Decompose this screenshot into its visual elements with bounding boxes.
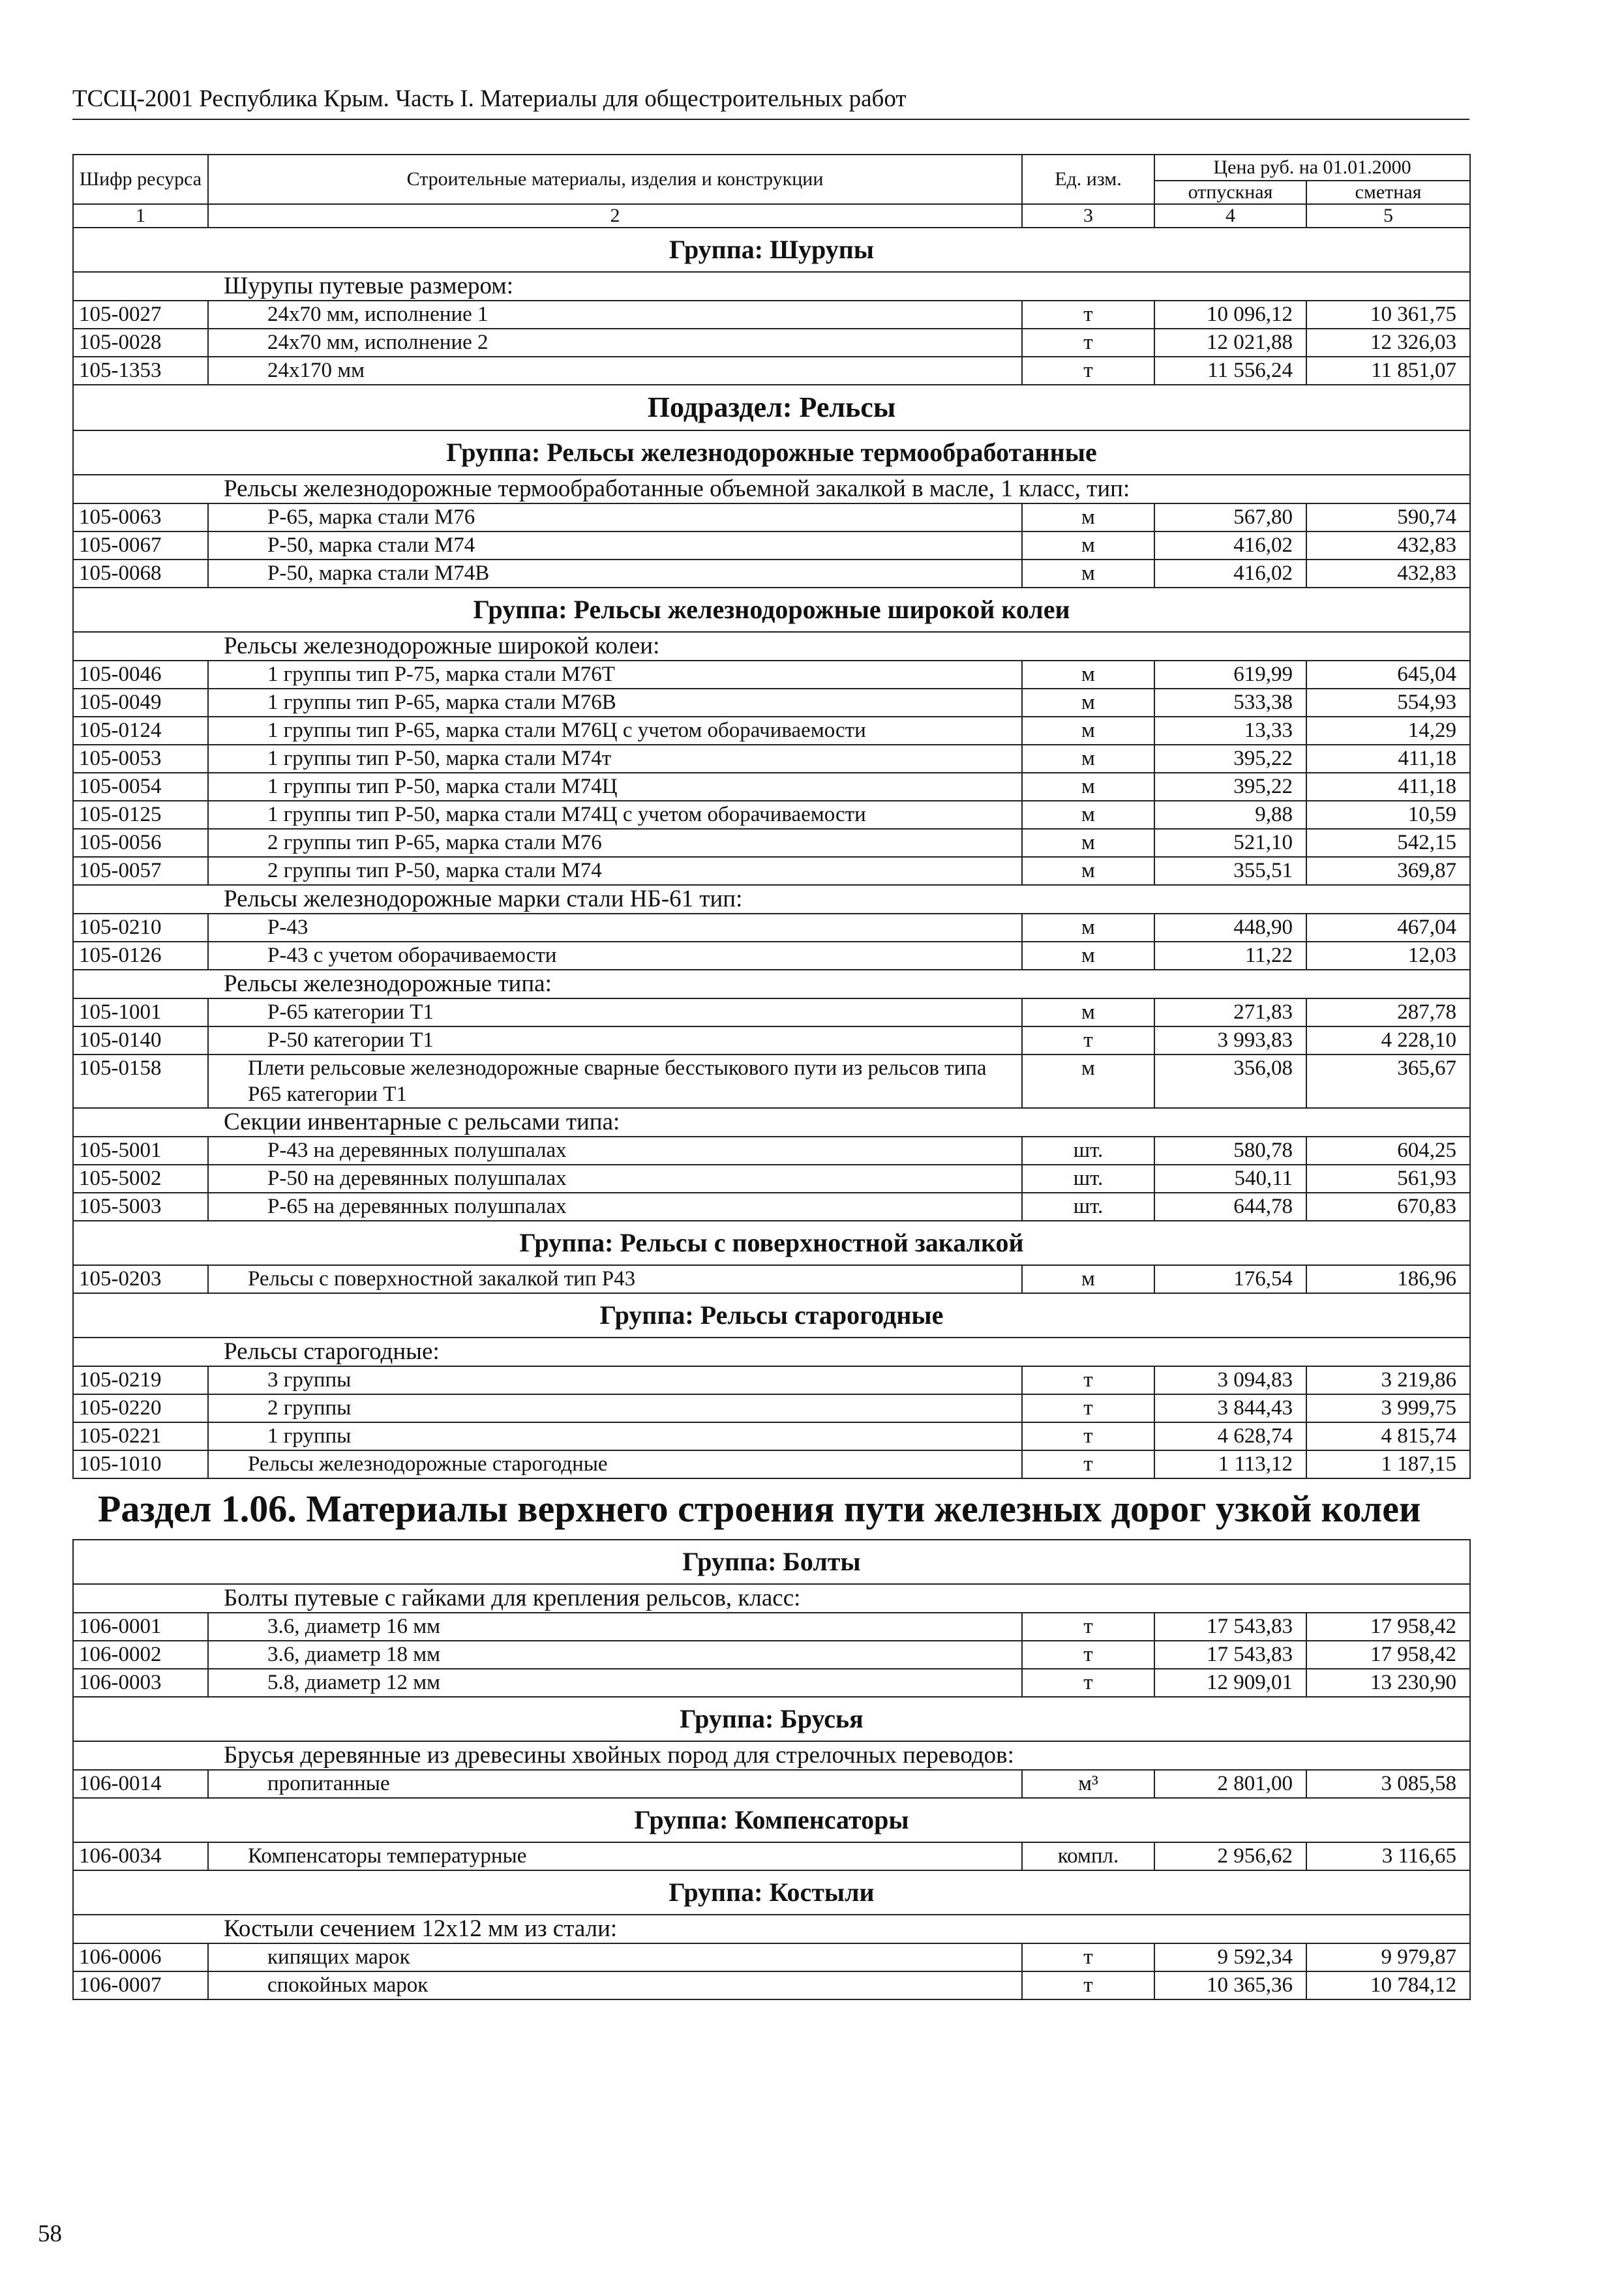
material-name: Р-50 на деревянных полушпалах: [208, 1165, 1022, 1193]
material-name: 24х70 мм, исполнение 2: [208, 329, 1022, 357]
estimate-price: 411,18: [1306, 773, 1470, 801]
material-name: Компенсаторы температурные: [208, 1842, 1022, 1870]
release-price: 3 993,83: [1154, 1026, 1306, 1055]
table-row: [73, 801, 1470, 829]
subgroup-heading-row: [73, 1915, 1470, 1943]
column-number: 4: [1154, 204, 1306, 228]
release-price: 13,33: [1154, 717, 1306, 745]
table-row: [73, 1943, 1470, 1971]
table-row: [73, 301, 1470, 329]
table-row: [73, 1971, 1470, 1999]
column-header-release: отпускная: [1154, 181, 1306, 204]
release-price: 3 094,83: [1154, 1366, 1306, 1394]
release-price: 521,10: [1154, 829, 1306, 857]
resource-code: 106-0003: [73, 1669, 208, 1697]
resource-code: 105-0203: [73, 1265, 208, 1293]
table-row: [73, 1394, 1470, 1422]
material-name: 2 группы тип Р-50, марка стали М74: [208, 857, 1022, 885]
table-row: [73, 1770, 1470, 1798]
material-name: 3.6, диаметр 18 мм: [208, 1641, 1022, 1669]
group-heading-row: [73, 1798, 1470, 1842]
table-row: [73, 1055, 1470, 1108]
release-price: 416,02: [1154, 560, 1306, 588]
unit-cell: м³: [1022, 1770, 1154, 1798]
group-heading-row: [73, 430, 1470, 475]
table-row: [73, 1613, 1470, 1641]
material-name: пропитанные: [208, 1770, 1022, 1798]
release-price: 1 113,12: [1154, 1450, 1306, 1478]
estimate-price: 369,87: [1306, 857, 1470, 885]
release-price: 540,11: [1154, 1165, 1306, 1193]
group-heading-row: [73, 228, 1470, 272]
subgroup-heading: Шурупы путевые размером:: [73, 272, 1470, 301]
unit-cell: м: [1022, 560, 1154, 588]
group-heading-row: [73, 1293, 1470, 1338]
resource-code: 105-0068: [73, 560, 208, 588]
resource-code: 105-0219: [73, 1366, 208, 1394]
group-heading: Группа: Брусья: [73, 1697, 1470, 1741]
resource-code: 105-1010: [73, 1450, 208, 1478]
material-name: Р-43: [208, 914, 1022, 942]
material-name: Р-43 на деревянных полушпалах: [208, 1137, 1022, 1165]
estimate-price: 17 958,42: [1306, 1613, 1470, 1641]
unit-cell: шт.: [1022, 1193, 1154, 1221]
estimate-price: 13 230,90: [1306, 1669, 1470, 1697]
material-name: Р-50 категории Т1: [208, 1026, 1022, 1055]
release-price: 416,02: [1154, 531, 1306, 560]
material-name: 1 группы тип Р-50, марка стали М74Ц: [208, 773, 1022, 801]
column-number: 1: [73, 204, 208, 228]
resource-code: 105-5001: [73, 1137, 208, 1165]
release-price: 2 956,62: [1154, 1842, 1306, 1870]
material-name: спокойных марок: [208, 1971, 1022, 1999]
release-price: 9,88: [1154, 801, 1306, 829]
unit-cell: м: [1022, 689, 1154, 717]
unit-cell: м: [1022, 1265, 1154, 1293]
unit-cell: м: [1022, 745, 1154, 773]
resource-code: 105-0158: [73, 1055, 208, 1108]
unit-cell: м: [1022, 717, 1154, 745]
resource-code: 105-0140: [73, 1026, 208, 1055]
group-heading-row: [73, 1221, 1470, 1265]
release-price: 533,38: [1154, 689, 1306, 717]
material-name: 1 группы тип Р-75, марка стали М76Т: [208, 661, 1022, 689]
resource-code: 105-0054: [73, 773, 208, 801]
estimate-price: 604,25: [1306, 1137, 1470, 1165]
table-row: [73, 357, 1470, 385]
estimate-price: 432,83: [1306, 560, 1470, 588]
estimate-price: 10 784,12: [1306, 1971, 1470, 1999]
resource-code: 105-0046: [73, 661, 208, 689]
material-name: 1 группы тип Р-65, марка стали М76Ц с учетом оборачиваемости: [208, 717, 1022, 745]
table-row: [73, 503, 1470, 531]
table-row: [73, 1193, 1470, 1221]
material-name: 24х70 мм, исполнение 1: [208, 301, 1022, 329]
estimate-price: 554,93: [1306, 689, 1470, 717]
material-name: Плети рельсовые железнодорожные сварные бесстыкового пути из рельсов типа Р65 категории Т1: [208, 1055, 1022, 1108]
group-heading: Группа: Шурупы: [73, 228, 1470, 272]
group-heading-row: [73, 1870, 1470, 1915]
group-heading: Группа: Рельсы железнодорожные широкой колеи: [73, 588, 1470, 632]
material-name: 1 группы тип Р-65, марка стали М76В: [208, 689, 1022, 717]
group-heading: Группа: Костыли: [73, 1870, 1470, 1915]
subgroup-heading-row: [73, 272, 1470, 301]
subgroup-heading-row: [73, 1741, 1470, 1770]
table-row: [73, 689, 1470, 717]
table-header-row: [73, 155, 1470, 181]
table-row: [73, 1422, 1470, 1450]
estimate-price: 4 815,74: [1306, 1422, 1470, 1450]
unit-cell: м: [1022, 914, 1154, 942]
subgroup-heading: Рельсы старогодные:: [73, 1338, 1470, 1366]
price-table: [72, 154, 1471, 2000]
unit-cell: м: [1022, 829, 1154, 857]
material-name: 3.6, диаметр 16 мм: [208, 1613, 1022, 1641]
unit-cell: шт.: [1022, 1137, 1154, 1165]
estimate-price: 17 958,42: [1306, 1641, 1470, 1669]
resource-code: 105-1353: [73, 357, 208, 385]
unit-cell: т: [1022, 1669, 1154, 1697]
subgroup-heading: Рельсы железнодорожные типа:: [73, 970, 1470, 998]
unit-cell: т: [1022, 329, 1154, 357]
subgroup-heading-row: [73, 1338, 1470, 1366]
group-heading-row: [73, 1697, 1470, 1741]
section-heading: Раздел 1.06. Материалы верхнего строения пути железных дорог узкой колеи: [73, 1478, 1470, 1540]
material-name: Р-65 на деревянных полушпалах: [208, 1193, 1022, 1221]
table-row: [73, 829, 1470, 857]
resource-code: 105-0027: [73, 301, 208, 329]
resource-code: 106-0006: [73, 1943, 208, 1971]
release-price: 12 909,01: [1154, 1669, 1306, 1697]
unit-cell: т: [1022, 1613, 1154, 1641]
table-row: [73, 717, 1470, 745]
release-price: 9 592,34: [1154, 1943, 1306, 1971]
release-price: 271,83: [1154, 998, 1306, 1026]
material-name: 1 группы: [208, 1422, 1022, 1450]
unit-cell: шт.: [1022, 1165, 1154, 1193]
resource-code: 106-0007: [73, 1971, 208, 1999]
resource-code: 105-0124: [73, 717, 208, 745]
estimate-price: 1 187,15: [1306, 1450, 1470, 1478]
release-price: 4 628,74: [1154, 1422, 1306, 1450]
group-heading: Группа: Рельсы железнодорожные термообработанные: [73, 430, 1470, 475]
column-number: 3: [1022, 204, 1154, 228]
resource-code: 105-0063: [73, 503, 208, 531]
estimate-price: 590,74: [1306, 503, 1470, 531]
unit-cell: м: [1022, 857, 1154, 885]
table-row: [73, 1265, 1470, 1293]
subsection-heading-row: [73, 385, 1470, 430]
group-heading: Группа: Болты: [73, 1540, 1470, 1584]
resource-code: 105-0056: [73, 829, 208, 857]
subgroup-heading: Секции инвентарные с рельсами типа:: [73, 1108, 1470, 1137]
page-number: 58: [38, 2221, 62, 2247]
unit-cell: т: [1022, 1971, 1154, 1999]
resource-code: 105-5003: [73, 1193, 208, 1221]
estimate-price: 670,83: [1306, 1193, 1470, 1221]
material-name: Р-50, марка стали М74: [208, 531, 1022, 560]
material-name: 1 группы тип Р-50, марка стали М74Ц с учетом оборачиваемости: [208, 801, 1022, 829]
column-header-unit: Ед. изм.: [1022, 155, 1154, 204]
resource-code: 106-0034: [73, 1842, 208, 1870]
resource-code: 105-0053: [73, 745, 208, 773]
subgroup-heading: Рельсы железнодорожные широкой колеи:: [73, 632, 1470, 661]
resource-code: 105-0049: [73, 689, 208, 717]
release-price: 644,78: [1154, 1193, 1306, 1221]
estimate-price: 14,29: [1306, 717, 1470, 745]
material-name: 2 группы: [208, 1394, 1022, 1422]
release-price: 395,22: [1154, 745, 1306, 773]
unit-cell: м: [1022, 531, 1154, 560]
table-row: [73, 329, 1470, 357]
table-row: [73, 1669, 1470, 1697]
resource-code: 105-0126: [73, 942, 208, 970]
resource-code: 106-0001: [73, 1613, 208, 1641]
table-row: [73, 998, 1470, 1026]
resource-code: 106-0002: [73, 1641, 208, 1669]
material-name: Р-65 категории Т1: [208, 998, 1022, 1026]
column-number: 5: [1306, 204, 1470, 228]
release-price: 356,08: [1154, 1055, 1306, 1108]
estimate-price: 3 999,75: [1306, 1394, 1470, 1422]
release-price: 2 801,00: [1154, 1770, 1306, 1798]
unit-cell: м: [1022, 998, 1154, 1026]
table-row: [73, 531, 1470, 560]
estimate-price: 12 326,03: [1306, 329, 1470, 357]
subgroup-heading: Костыли сечением 12х12 мм из стали:: [73, 1915, 1470, 1943]
release-price: 448,90: [1154, 914, 1306, 942]
subgroup-heading-row: [73, 632, 1470, 661]
estimate-price: 467,04: [1306, 914, 1470, 942]
subgroup-heading: Болты путевые с гайками для крепления рельсов, класс:: [73, 1584, 1470, 1613]
estimate-price: 287,78: [1306, 998, 1470, 1026]
unit-cell: т: [1022, 1641, 1154, 1669]
release-price: 619,99: [1154, 661, 1306, 689]
material-name: кипящих марок: [208, 1943, 1022, 1971]
estimate-price: 3 219,86: [1306, 1366, 1470, 1394]
unit-cell: т: [1022, 1450, 1154, 1478]
material-name: 24х170 мм: [208, 357, 1022, 385]
group-heading-row: [73, 588, 1470, 632]
release-price: 12 021,88: [1154, 329, 1306, 357]
subgroup-heading-row: [73, 970, 1470, 998]
material-name: 3 группы: [208, 1366, 1022, 1394]
page-header: ТССЦ-2001 Республика Крым. Часть I. Материалы для общестроительных работ: [72, 85, 1469, 120]
release-price: 11 556,24: [1154, 357, 1306, 385]
resource-code: 106-0014: [73, 1770, 208, 1798]
resource-code: 105-0220: [73, 1394, 208, 1422]
subgroup-heading-row: [73, 1108, 1470, 1137]
column-number-row: [73, 204, 1470, 228]
subsection-heading: Подраздел: Рельсы: [73, 385, 1470, 430]
column-header-code: Шифр ресурса: [73, 155, 208, 204]
column-header-estimate: сметная: [1306, 181, 1470, 204]
subgroup-heading-row: [73, 885, 1470, 914]
material-name: 1 группы тип Р-50, марка стали М74т: [208, 745, 1022, 773]
table-row: [73, 1165, 1470, 1193]
estimate-price: 4 228,10: [1306, 1026, 1470, 1055]
unit-cell: т: [1022, 1943, 1154, 1971]
release-price: 10 096,12: [1154, 301, 1306, 329]
subgroup-heading-row: [73, 1584, 1470, 1613]
release-price: 10 365,36: [1154, 1971, 1306, 1999]
table-row: [73, 857, 1470, 885]
estimate-price: 3 116,65: [1306, 1842, 1470, 1870]
unit-cell: т: [1022, 301, 1154, 329]
column-number: 2: [208, 204, 1022, 228]
resource-code: 105-1001: [73, 998, 208, 1026]
table-row: [73, 1450, 1470, 1478]
estimate-price: 186,96: [1306, 1265, 1470, 1293]
estimate-price: 9 979,87: [1306, 1943, 1470, 1971]
unit-cell: т: [1022, 1366, 1154, 1394]
estimate-price: 10,59: [1306, 801, 1470, 829]
table-row: [73, 1366, 1470, 1394]
table-row: [73, 1026, 1470, 1055]
resource-code: 105-0057: [73, 857, 208, 885]
release-price: 3 844,43: [1154, 1394, 1306, 1422]
resource-code: 105-0125: [73, 801, 208, 829]
estimate-price: 11 851,07: [1306, 357, 1470, 385]
column-header-name: Строительные материалы, изделия и конструкции: [208, 155, 1022, 204]
unit-cell: компл.: [1022, 1842, 1154, 1870]
estimate-price: 542,15: [1306, 829, 1470, 857]
material-name: Р-43 с учетом оборачиваемости: [208, 942, 1022, 970]
resource-code: 105-0028: [73, 329, 208, 357]
resource-code: 105-0221: [73, 1422, 208, 1450]
release-price: 176,54: [1154, 1265, 1306, 1293]
table-row: [73, 1641, 1470, 1669]
release-price: 355,51: [1154, 857, 1306, 885]
estimate-price: 365,67: [1306, 1055, 1470, 1108]
unit-cell: м: [1022, 503, 1154, 531]
unit-cell: т: [1022, 357, 1154, 385]
section-heading-row: [73, 1478, 1470, 1540]
unit-cell: м: [1022, 801, 1154, 829]
group-heading: Группа: Рельсы с поверхностной закалкой: [73, 1221, 1470, 1265]
estimate-price: 10 361,75: [1306, 301, 1470, 329]
table-row: [73, 745, 1470, 773]
material-name: 2 группы тип Р-65, марка стали М76: [208, 829, 1022, 857]
table-row: [73, 773, 1470, 801]
unit-cell: т: [1022, 1026, 1154, 1055]
subgroup-heading-row: [73, 475, 1470, 503]
table-row: [73, 1137, 1470, 1165]
column-header-price: Цена руб. на 01.01.2000: [1154, 155, 1470, 181]
material-name: Рельсы с поверхностной закалкой тип Р43: [208, 1265, 1022, 1293]
resource-code: 105-0067: [73, 531, 208, 560]
resource-code: 105-0210: [73, 914, 208, 942]
group-heading: Группа: Рельсы старогодные: [73, 1293, 1470, 1338]
release-price: 17 543,83: [1154, 1613, 1306, 1641]
table-row: [73, 1842, 1470, 1870]
unit-cell: м: [1022, 942, 1154, 970]
release-price: 580,78: [1154, 1137, 1306, 1165]
release-price: 395,22: [1154, 773, 1306, 801]
unit-cell: м: [1022, 773, 1154, 801]
release-price: 567,80: [1154, 503, 1306, 531]
unit-cell: т: [1022, 1394, 1154, 1422]
estimate-price: 561,93: [1306, 1165, 1470, 1193]
subgroup-heading: Рельсы железнодорожные марки стали НБ-61 тип:: [73, 885, 1470, 914]
material-name: 5.8, диаметр 12 мм: [208, 1669, 1022, 1697]
group-heading-row: [73, 1540, 1470, 1584]
estimate-price: 432,83: [1306, 531, 1470, 560]
material-name: Рельсы железнодорожные старогодные: [208, 1450, 1022, 1478]
table-row: [73, 661, 1470, 689]
unit-cell: м: [1022, 1055, 1154, 1108]
release-price: 17 543,83: [1154, 1641, 1306, 1669]
estimate-price: 645,04: [1306, 661, 1470, 689]
unit-cell: м: [1022, 661, 1154, 689]
resource-code: 105-5002: [73, 1165, 208, 1193]
subgroup-heading: Брусья деревянные из древесины хвойных пород для стрелочных переводов:: [73, 1741, 1470, 1770]
unit-cell: т: [1022, 1422, 1154, 1450]
release-price: 11,22: [1154, 942, 1306, 970]
material-name: Р-65, марка стали М76: [208, 503, 1022, 531]
group-heading: Группа: Компенсаторы: [73, 1798, 1470, 1842]
table-row: [73, 560, 1470, 588]
subgroup-heading: Рельсы железнодорожные термообработанные объемной закалкой в масле, 1 класс, тип:: [73, 475, 1470, 503]
material-name: Р-50, марка стали М74В: [208, 560, 1022, 588]
estimate-price: 3 085,58: [1306, 1770, 1470, 1798]
table-row: [73, 942, 1470, 970]
estimate-price: 411,18: [1306, 745, 1470, 773]
table-row: [73, 914, 1470, 942]
estimate-price: 12,03: [1306, 942, 1470, 970]
